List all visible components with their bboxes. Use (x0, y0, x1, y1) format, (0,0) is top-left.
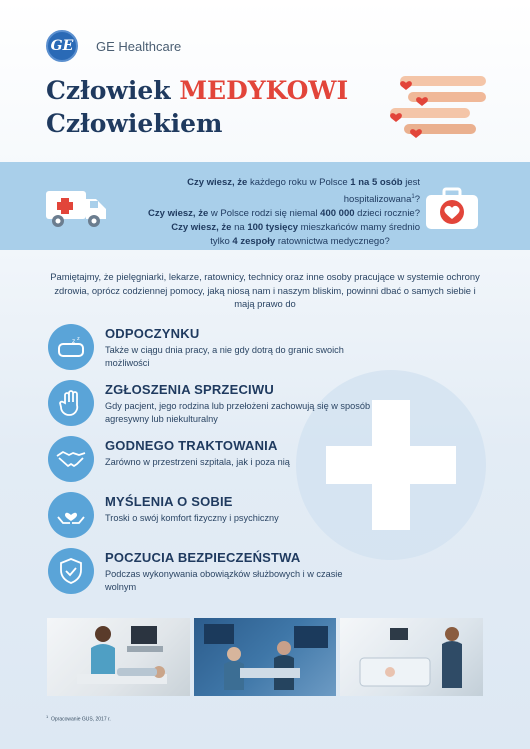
right-title: MYŚLENIA O SOBIE (105, 494, 233, 509)
fact-3-line2-pre: tylko (210, 236, 233, 248)
header-logo-row (46, 30, 181, 62)
title-part1: Człowiek (46, 76, 180, 105)
fact-3 (120, 221, 420, 235)
first-aid-kit-icon (424, 187, 480, 231)
right-item-dignity (48, 436, 468, 486)
photo-strip (47, 618, 483, 696)
fact-1-post: jest hospitalizowana (343, 177, 420, 206)
right-desc: Także w ciągu dnia pracy, a nie gdy dotrą do granic swoich możliwości (105, 345, 344, 368)
stop-hand-icon (48, 380, 94, 426)
intro-paragraph: Pamiętajmy, że pielęgniarki, lekarze, ratownicy, technicy oraz inne osoby pracujące w systemie ochrony zdrowia, oprócz codziennej pomocy, jaką niosą nam i naszym bliskim, powinni dbać o samych siebie i mają prawo do (50, 271, 480, 309)
footnote-text: Opracowanie GUS, 2017 r. (51, 716, 111, 723)
right-item-safety (48, 548, 468, 598)
right-desc: Gdy pacjent, jego rodzina lub przełożeni zachowują się w sposób agresywny lub niekulturalny (105, 401, 371, 424)
photo-neonatal-unit (340, 618, 483, 696)
fact-1-sup: 1 (411, 194, 415, 200)
handshake-icon (48, 436, 94, 482)
fact-1-lead: Czy wiesz, że (187, 177, 248, 188)
fact-1 (120, 176, 420, 207)
svg-text:z: z (77, 336, 80, 342)
fact-2-lead: Czy wiesz, że (148, 208, 209, 220)
right-title: POCZUCIA BEZPIECZEŃSTWA (105, 550, 301, 565)
fact-1-text: każdego roku w Polsce (247, 177, 351, 188)
photo-operating-room (194, 618, 337, 696)
shield-icon (48, 548, 94, 594)
fact-2-text: w Polsce rodzi się niemal (208, 208, 321, 220)
right-title: ODPOCZYNKU (105, 326, 200, 341)
right-item-objection (48, 380, 468, 430)
title-line2: Człowiekiem (46, 109, 223, 138)
fact-2-post: dzieci rocznie? (354, 208, 420, 220)
fact-3-text: na (231, 222, 248, 234)
fact-2 (120, 207, 420, 221)
page-title (46, 74, 348, 140)
fact-3-post: mieszkańców mamy średnio (298, 222, 420, 234)
svg-text:z: z (72, 338, 76, 345)
brand-name: GE Healthcare (96, 38, 182, 54)
title-highlight: MEDYKOWI (179, 76, 349, 105)
fact-3-line2-post: ratownictwa medycznego? (275, 236, 390, 248)
hands-heart-icon (48, 492, 94, 538)
ambulance-icon (44, 185, 108, 229)
right-desc: Podczas wykonywania obowiązków służbowych i w czasie wolnym (105, 569, 343, 592)
footnote-marker: 1 (46, 714, 49, 719)
fact-1-end: ? (414, 194, 420, 206)
right-title: ZGŁOSZENIA SPRZECIWU (105, 382, 274, 397)
right-item-self (48, 492, 468, 542)
right-title: GODNEGO TRAKTOWANIA (105, 438, 278, 453)
right-desc: Troski o swój komfort fizyczny i psychiczny (105, 513, 279, 523)
footnote (46, 714, 111, 723)
photo-ultrasound-exam (47, 618, 190, 696)
fact-2-bold: 400 000 (320, 208, 355, 220)
fact-3-line2 (120, 235, 420, 249)
right-desc: Zarówno w przestrzeni szpitala, jak i poza nią (105, 457, 290, 467)
right-item-rest (48, 324, 468, 374)
facts-text (120, 176, 420, 249)
fact-1-bold: 1 na 5 osób (350, 177, 403, 188)
fact-3-line2-bold: 4 zespoły (232, 236, 276, 248)
hands-hearts-illustration (378, 74, 488, 144)
fact-3-lead: Czy wiesz, że (171, 222, 232, 234)
ge-logo: GE (46, 30, 78, 62)
fact-3-bold: 100 tysięcy (247, 222, 299, 234)
pillow-icon (48, 324, 94, 370)
